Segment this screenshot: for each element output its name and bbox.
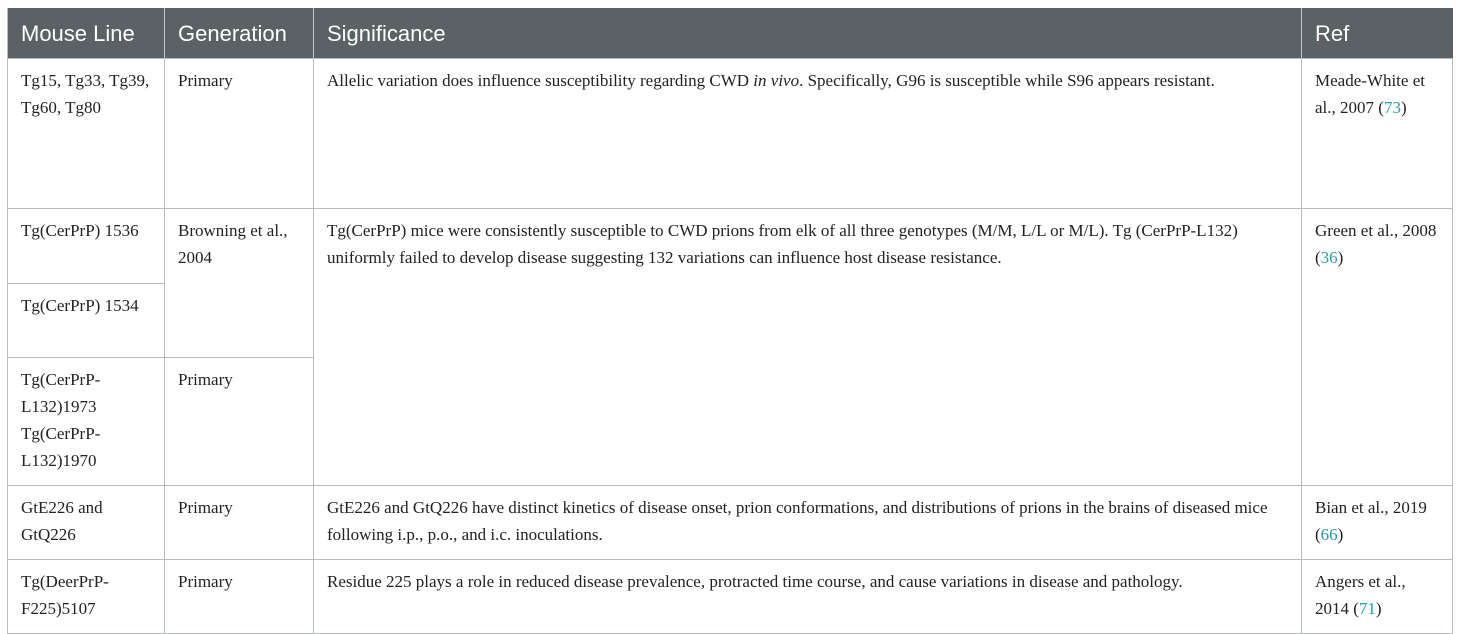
table-row — [8, 59, 1453, 209]
ref-cell — [1302, 486, 1453, 560]
ref-close: ) — [1375, 599, 1382, 618]
ref-cell — [1302, 560, 1453, 634]
ref-link[interactable]: 36 — [1320, 248, 1338, 267]
table-row — [8, 486, 1453, 560]
ref-link[interactable]: 73 — [1383, 98, 1401, 117]
ref-text: Angers et al., 2014 ( — [1315, 572, 1406, 618]
significance-cell: GtE226 and GtQ226 have distinct kinetics of disease onset, prion conformations, and distributions of prions in the brains of diseased mice following i.p., p.o., and i.c. inoculations. — [314, 486, 1302, 560]
significance-text-cont: . Specifically, G96 is susceptible while S96 appears resistant. — [799, 71, 1215, 90]
header-ref: Ref — [1302, 8, 1453, 59]
ref-cell — [1302, 59, 1453, 209]
ref-text: Green et al., 2008 ( — [1315, 221, 1437, 267]
mouse-line-cell: Tg(DeerPrP-F225)5107 — [8, 560, 165, 634]
ref-close: ) — [1400, 98, 1407, 117]
header-generation: Generation — [165, 8, 314, 59]
ref-cell — [1302, 209, 1453, 486]
data-table — [7, 8, 1453, 634]
ref-text: Bian et al., 2019 ( — [1315, 498, 1427, 544]
mouse-line-cell: Tg15, Tg33, Tg39, Tg60, Tg80 — [8, 59, 165, 209]
header-significance: Significance — [314, 8, 1302, 59]
significance-text: Allelic variation does influence susceptibility regarding CWD — [327, 71, 754, 90]
generation-cell: Primary — [165, 486, 314, 560]
ref-text: Meade-White et al., 2007 ( — [1315, 71, 1425, 117]
table-row — [8, 209, 1453, 284]
generation-cell: Primary — [165, 59, 314, 209]
significance-cell: Residue 225 plays a role in reduced disease prevalence, protracted time course, and cause variations in disease and pathology. — [314, 560, 1302, 634]
generation-cell: Primary — [165, 560, 314, 634]
mouse-line-cell: Tg(CerPrP) 1534 — [8, 284, 165, 358]
generation-cell: Browning et al., 2004 — [165, 209, 314, 358]
table-row — [8, 560, 1453, 634]
significance-cell — [314, 59, 1302, 209]
mouse-line-cell: Tg(CerPrP-L132)1973 Tg(CerPrP-L132)1970 — [8, 358, 165, 486]
table-header-row — [8, 8, 1453, 59]
ref-link[interactable]: 66 — [1320, 525, 1338, 544]
ref-close: ) — [1337, 248, 1344, 267]
ref-close: ) — [1337, 525, 1344, 544]
significance-italic-text: in vivo — [753, 71, 800, 90]
generation-cell: Primary — [165, 358, 314, 486]
mouse-line-cell: GtE226 and GtQ226 — [8, 486, 165, 560]
ref-link[interactable]: 71 — [1358, 599, 1376, 618]
mouse-line-cell: Tg(CerPrP) 1536 — [8, 209, 165, 284]
significance-cell: Tg(CerPrP) mice were consistently susceptible to CWD prions from elk of all three genotypes (M/M, L/L or M/L). Tg (CerPrP-L132) uniformly failed to develop disease suggesting 132 variations can influence host disease resistance. — [314, 209, 1302, 486]
header-mouse-line: Mouse Line — [8, 8, 165, 59]
